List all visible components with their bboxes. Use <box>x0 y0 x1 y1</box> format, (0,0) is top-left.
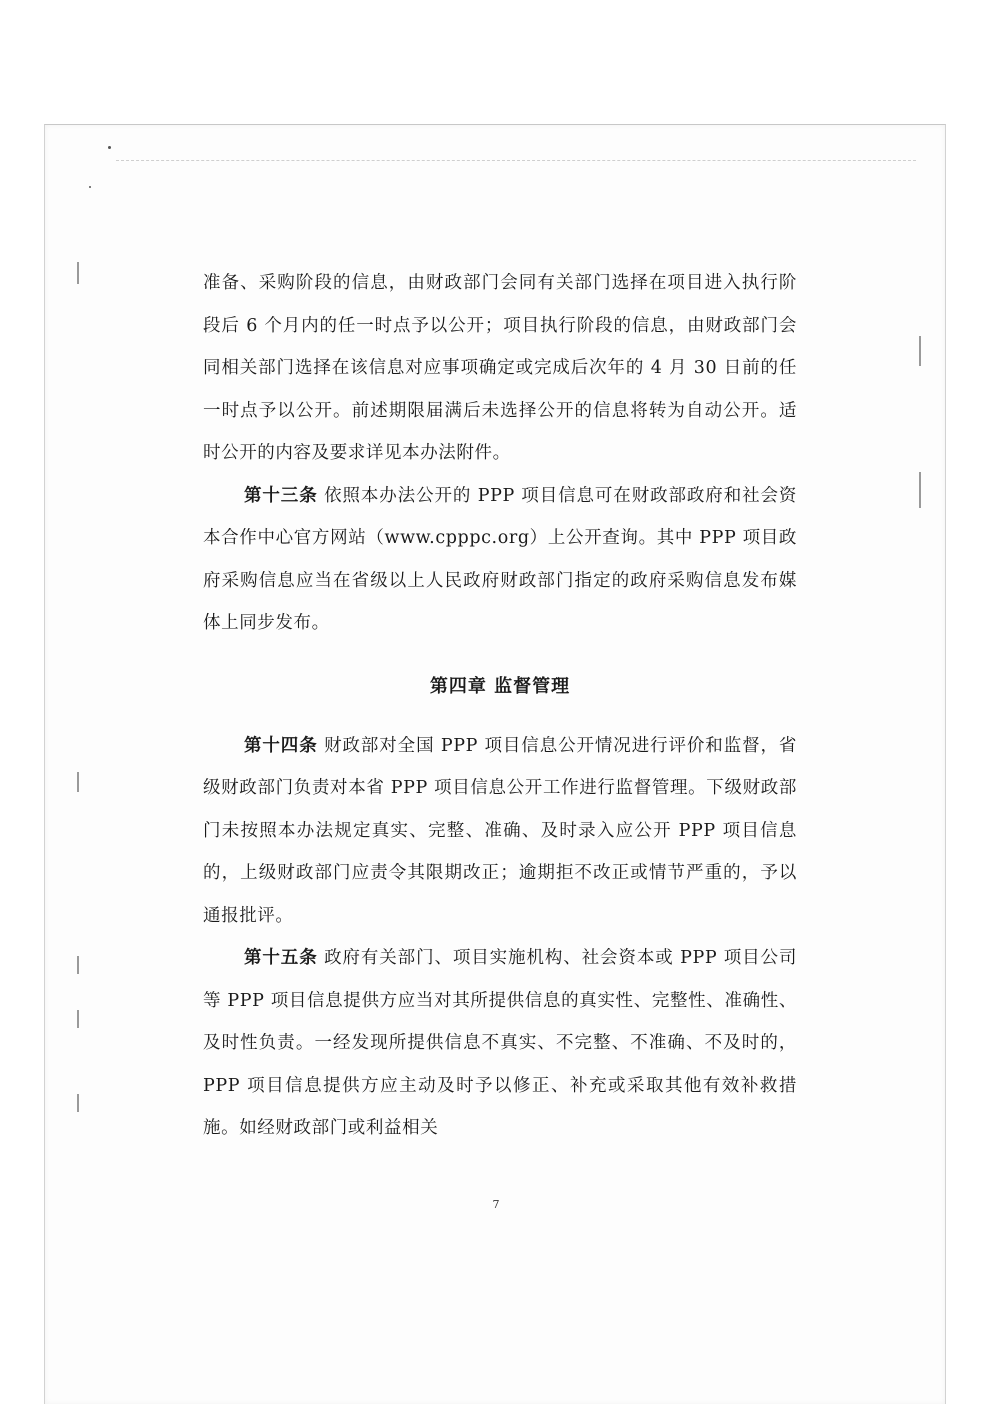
article-14 <box>203 725 797 938</box>
article-15-label: 第十五条 <box>244 948 318 968</box>
page-number: 7 <box>492 1198 500 1211</box>
document-body <box>203 262 797 1150</box>
margin-mark <box>77 262 79 284</box>
margin-mark <box>77 772 79 792</box>
article-14-label: 第十四条 <box>244 735 318 756</box>
margin-mark <box>77 1094 79 1112</box>
continued-paragraph: 准备、采购阶段的信息，由财政部门会同有关部门选择在项目进入执行阶段后 6 个月内的任一时点予以公开；项目执行阶段的信息，由财政部门会同相关部门选择在该信息对应事项确定或完成后次年的 4 月 30 日前的任一时点予以公开。前述期限届满后未选择公开的信息将转为自动公开。适时公开的内容及要求详见本办法附件。 <box>203 273 797 463</box>
top-dashed-rule <box>116 160 916 161</box>
margin-mark <box>77 956 79 974</box>
article-15 <box>203 937 797 1150</box>
chapter-4-heading: 第四章 监督管理 <box>429 675 571 697</box>
article-13 <box>203 475 797 645</box>
margin-mark <box>919 336 921 366</box>
margin-mark <box>919 472 921 508</box>
margin-mark <box>77 1010 79 1028</box>
article-13-label: 第十三条 <box>244 485 318 506</box>
article-13-text: 依照本办法公开的 PPP 项目信息可在财政部政府和社会资本合作中心官方网站（www.cpppc.org）上公开查询。其中 PPP 项目政府采购信息应当在省级以上人民政府财政部门指定的政府采购信息发布媒体上同步发布。 <box>203 485 797 633</box>
scan-speck <box>108 146 111 149</box>
article-15-text: 政府有关部门、项目实施机构、社会资本或 PPP 项目公司等 PPP 项目信息提供方应当对其所提供信息的真实性、完整性、准确性、及时性负责。一经发现所提供信息不真实、不完整、不准确、不及时的，PPP 项目信息提供方应主动及时予以修正、补充或采取其他有效补救措施。如经财政部门或利益相关 <box>203 948 797 1138</box>
article-14-text: 财政部对全国 PPP 项目信息公开情况进行评价和监督，省级财政部门负责对本省 PPP 项目信息公开工作进行监督管理。下级财政部门未按照本办法规定真实、完整、准确、及时录入应公开 PPP 项目信息的，上级财政部门应责令其限期改正；逾期拒不改正或情节严重的，予以通报批评。 <box>203 735 797 926</box>
scan-speck <box>89 186 91 188</box>
